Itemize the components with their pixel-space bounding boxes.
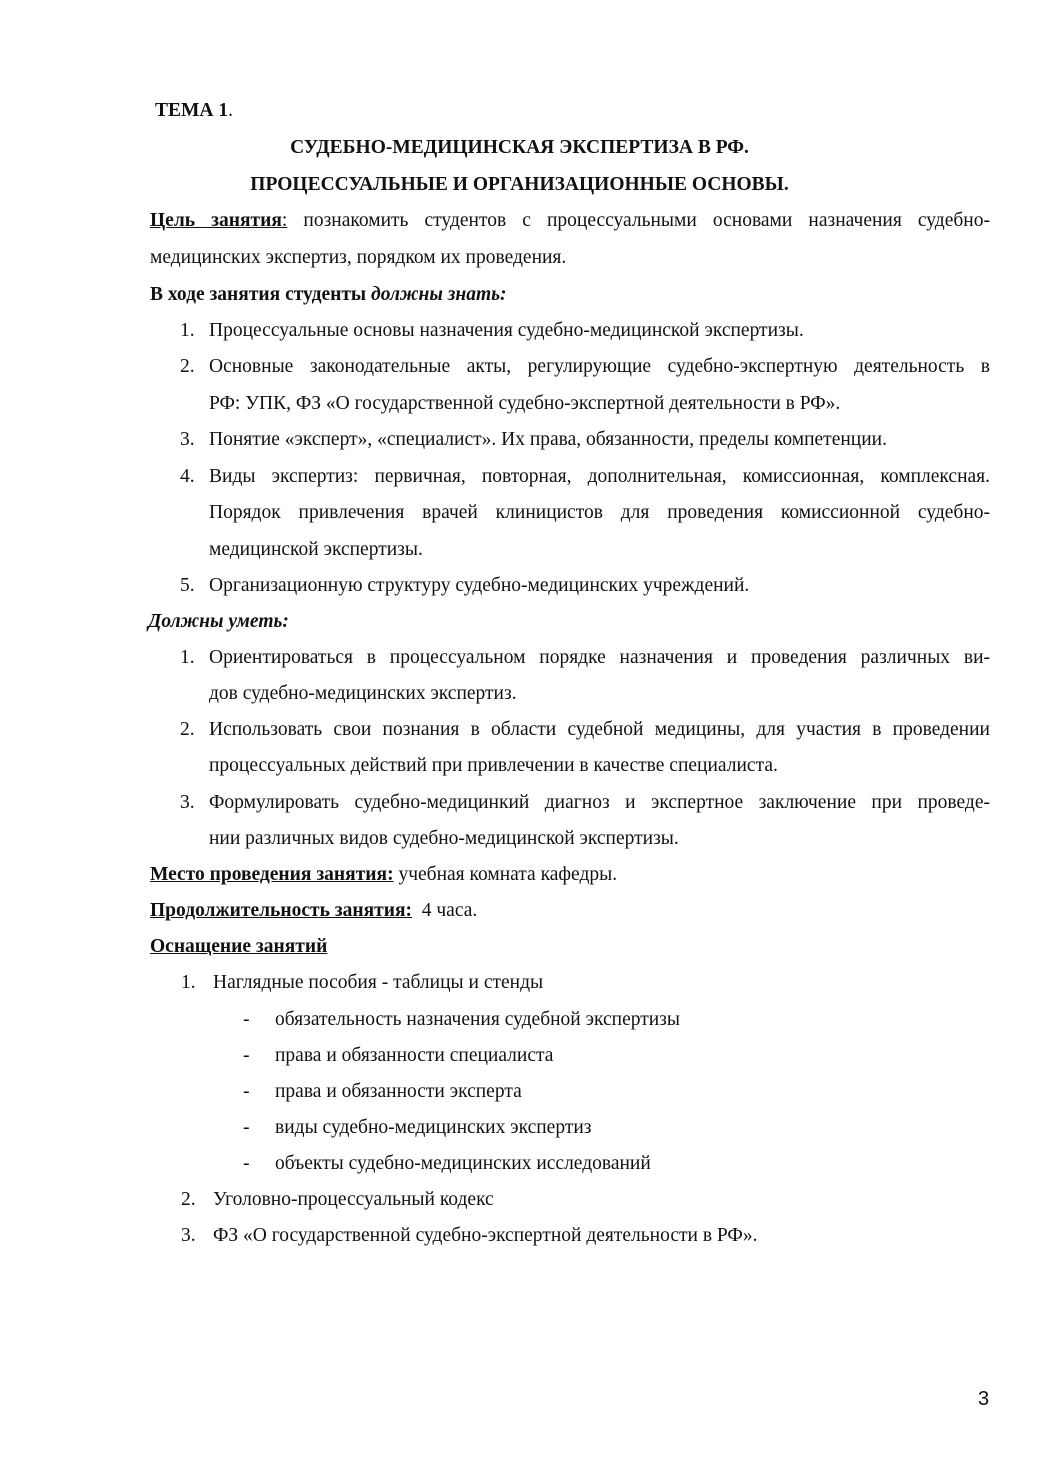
know-item-5-number: 5. bbox=[180, 575, 195, 596]
know-item-1-number: 1. bbox=[180, 320, 195, 341]
equipment-subitem-dash: - bbox=[243, 1117, 250, 1138]
skills-item-3-number: 3. bbox=[180, 792, 195, 813]
goal-paragraph-line-2: медицинских экспертиз, порядком их проведения. bbox=[150, 247, 567, 268]
equipment-subitem-5: объекты судебно-медицинских исследований bbox=[275, 1153, 651, 1174]
equipment-item-2-number: 2. bbox=[181, 1189, 196, 1210]
equipment-subitem-3: права и обязанности эксперта bbox=[275, 1081, 522, 1102]
title-line-1: СУДЕБНО-МЕДИЦИНСКАЯ ЭКСПЕРТИЗА В РФ. bbox=[290, 137, 749, 158]
place-value: учебная комната кафедры. bbox=[393, 864, 618, 885]
title-line-2: ПРОЦЕССУАЛЬНЫЕ И ОРГАНИЗАЦИОННЫЕ ОСНОВЫ. bbox=[250, 174, 789, 195]
tema-dot: . bbox=[228, 100, 233, 121]
equipment-subitem-dash: - bbox=[243, 1153, 250, 1174]
tema-heading bbox=[155, 99, 233, 123]
equipment-item-3-text: ФЗ «О государственной судебно-экспертной деятельности в РФ». bbox=[213, 1225, 758, 1246]
equipment-subitem-4: виды судебно-медицинских экспертиз bbox=[275, 1117, 592, 1138]
page-number: 3 bbox=[978, 1388, 990, 1410]
goal-label: Цель занятия bbox=[150, 210, 282, 231]
know-heading-italic: должны знать: bbox=[371, 284, 507, 305]
know-heading-bold: В ходе занятия студенты bbox=[150, 284, 372, 305]
know-item-2-number: 2. bbox=[180, 356, 195, 377]
equipment-item-3-number: 3. bbox=[181, 1225, 196, 1246]
know-item-3-text: Понятие «эксперт», «специалист». Их права, обязанности, пределы компетенции. bbox=[209, 429, 887, 450]
goal-paragraph-line-1 bbox=[150, 209, 990, 233]
know-item-4-line-3: медицинской экспертизы. bbox=[209, 539, 423, 560]
place-line bbox=[150, 863, 617, 887]
equipment-item-1-number: 1. bbox=[181, 972, 196, 993]
skills-item-1-line-2: дов судебно-медицинских экспертиз. bbox=[209, 683, 517, 704]
equipment-item-2-text: Уголовно-процессуальный кодекс bbox=[213, 1189, 494, 1210]
know-item-3-number: 3. bbox=[180, 429, 195, 450]
equipment-subitem-dash: - bbox=[243, 1009, 250, 1030]
equipment-subitem-2: права и обязанности специалиста bbox=[275, 1045, 554, 1066]
know-item-4-line-1: Виды экспертиз: первичная, повторная, дополнительная, комиссионная, комплексная. bbox=[209, 466, 990, 487]
know-heading bbox=[150, 283, 507, 307]
know-item-4-line-2: Порядок привлечения врачей клиницистов для проведения комиссионной судебно- bbox=[209, 502, 990, 523]
skills-item-2-line-2: процессуальных действий при привлечении в качестве специалиста. bbox=[209, 755, 778, 776]
skills-item-1-number: 1. bbox=[180, 647, 195, 668]
know-item-1-text: Процессуальные основы назначения судебно-медицинской экспертизы. bbox=[209, 320, 804, 341]
know-item-2-line-1: Основные законодательные акты, регулирующие судебно-экспертную деятельность в bbox=[209, 356, 990, 377]
skills-item-2-number: 2. bbox=[180, 719, 195, 740]
duration-line bbox=[150, 899, 477, 923]
skills-item-2-line-1: Использовать свои познания в области судебной медицины, для участия в проведении bbox=[209, 719, 990, 740]
goal-colon: : bbox=[281, 210, 288, 231]
skills-item-3-line-1: Формулировать судебно-медицинкий диагноз и экспертное заключение при проведе- bbox=[209, 792, 990, 813]
know-item-2-line-2: РФ: УПК, ФЗ «О государственной судебно-экспертной деятельности в РФ». bbox=[209, 393, 841, 414]
skills-item-1-line-1: Ориентироваться в процессуальном порядке назначения и проведения различных ви- bbox=[209, 647, 990, 668]
equipment-heading: Оснащение занятий bbox=[150, 936, 328, 957]
equipment-subitem-dash: - bbox=[243, 1045, 250, 1066]
goal-text-1: познакомить студентов с процессуальными основами назначения судебно- bbox=[287, 210, 990, 231]
equipment-subitem-dash: - bbox=[243, 1081, 250, 1102]
know-item-5-text: Организационную структуру судебно-медицинских учреждений. bbox=[209, 575, 750, 596]
know-item-4-number: 4. bbox=[180, 466, 195, 487]
tema-label: ТЕМА 1 bbox=[155, 100, 229, 121]
equipment-subitem-1: обязательность назначения судебной экспертизы bbox=[275, 1009, 680, 1030]
duration-label: Продолжительность занятия: bbox=[150, 900, 412, 921]
duration-value: 4 часа. bbox=[412, 900, 478, 921]
skills-heading: Должны уметь: bbox=[148, 611, 289, 632]
place-label: Место проведения занятия: bbox=[150, 864, 394, 885]
equipment-item-1-text: Наглядные пособия - таблицы и стенды bbox=[213, 972, 544, 993]
skills-item-3-line-2: нии различных видов судебно-медицинской экспертизы. bbox=[209, 828, 679, 849]
